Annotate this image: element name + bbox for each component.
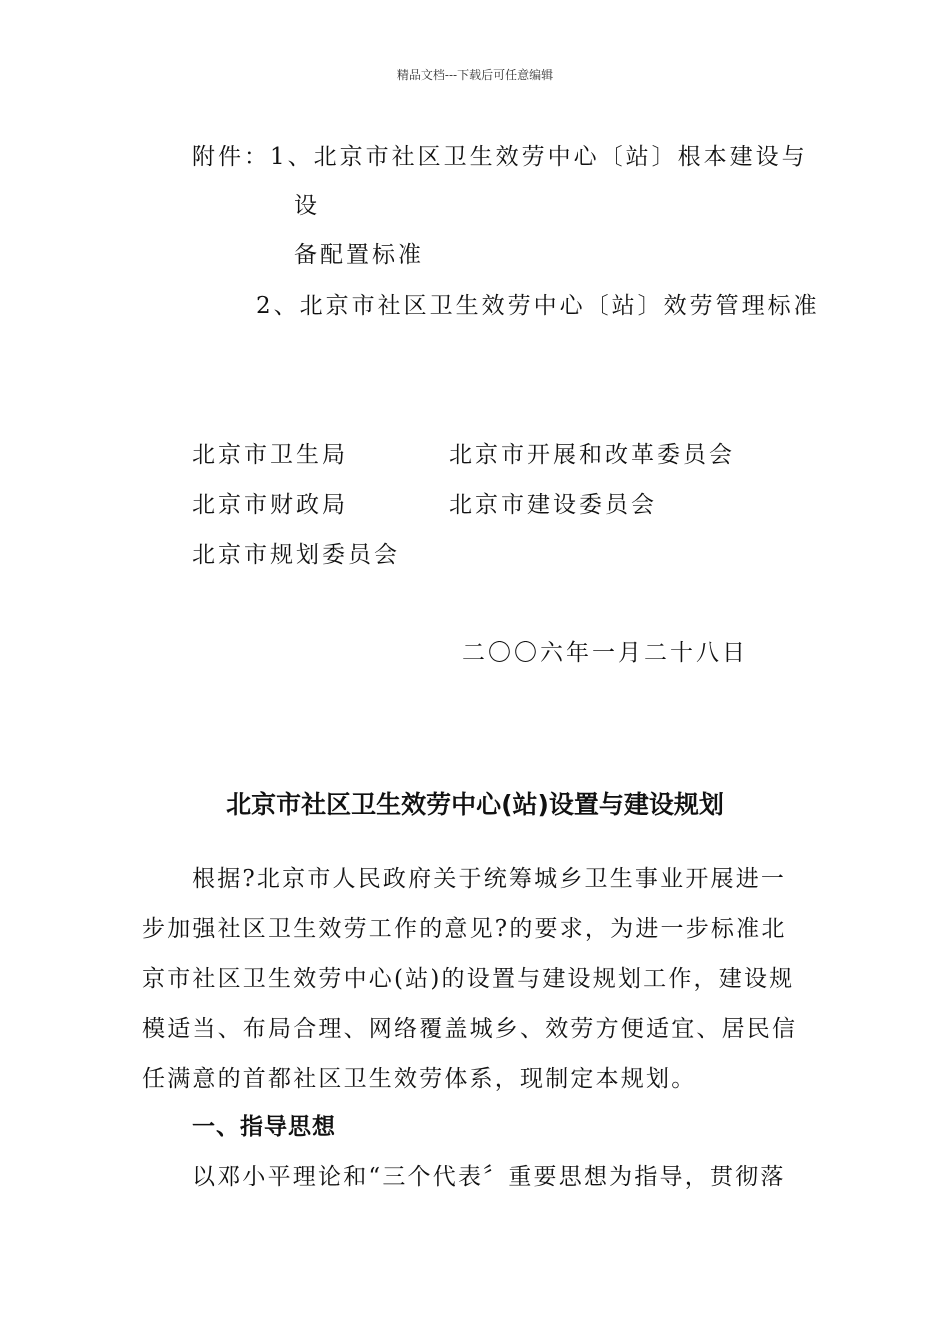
- signatory-development-commission: 北京市开展和改革委员会: [449, 442, 735, 468]
- attachment-line-4: 2、北京市社区卫生效劳中心〔站〕效劳管理标准: [256, 293, 820, 319]
- attachment-line-1: 附件：1、北京市社区卫生效劳中心〔站〕根本建设与: [192, 144, 808, 170]
- attachment-line-3: 备配置标准: [294, 242, 424, 268]
- body-line: 步加强社区卫生效劳工作的意见?的要求，为进一步标准北: [142, 916, 787, 942]
- page-header: 精品文档---下载后可任意编辑: [396, 68, 554, 82]
- body-line: 以邓小平理论和“三个代表〞重要思想为指导，贯彻落: [192, 1164, 786, 1190]
- body-line: 任满意的首都社区卫生效劳体系，现制定本规划。: [142, 1066, 697, 1092]
- signatory-planning-commission: 北京市规划委员会: [192, 542, 400, 568]
- signatory-finance-bureau: 北京市财政局: [192, 492, 348, 518]
- signatory-health-bureau: 北京市卫生局: [192, 442, 348, 468]
- body-line: 根据?北京市人民政府关于统筹城乡卫生事业开展进一: [192, 866, 787, 892]
- document-title: 北京市社区卫生效劳中心(站)设置与建设规划: [226, 790, 724, 819]
- signatory-construction-commission: 北京市建设委员会: [449, 492, 657, 518]
- section-heading: 一、指导思想: [192, 1114, 336, 1140]
- attachment-line-2: 设: [294, 193, 320, 219]
- body-line: 模适当、布局合理、网络覆盖城乡、效劳方便适宜、居民信: [142, 1016, 798, 1042]
- document-date: 二〇〇六年一月二十八日: [462, 640, 748, 666]
- body-line: 京市社区卫生效劳中心(站)的设置与建设规划工作，建设规: [142, 966, 795, 992]
